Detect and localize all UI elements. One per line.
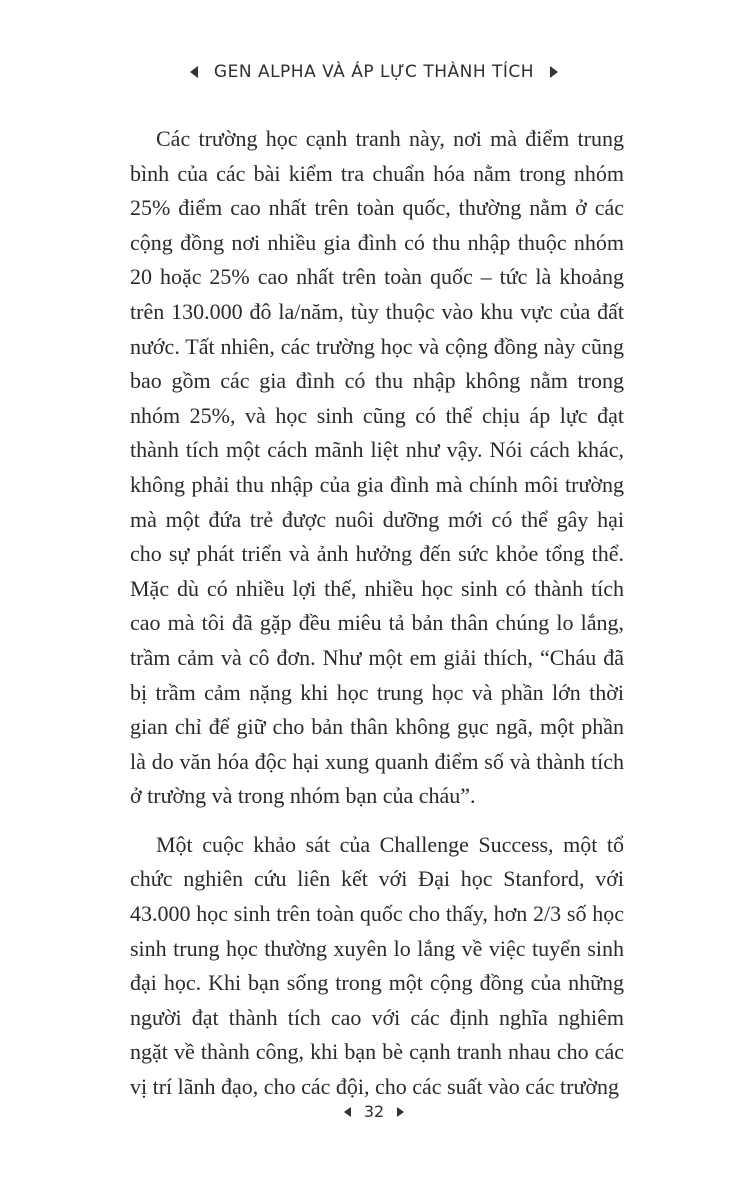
page-number: 32 <box>363 1102 385 1121</box>
page-body <box>130 122 624 1105</box>
triangle-right-icon <box>397 1107 404 1117</box>
chapter-title: GEN ALPHA VÀ ÁP LỰC THÀNH TÍCH <box>213 62 535 82</box>
running-header <box>0 62 748 82</box>
page-footer <box>0 1101 748 1121</box>
triangle-left-icon <box>344 1107 351 1117</box>
body-paragraph-1: Các trường học cạnh tranh này, nơi mà điểm trung bình của các bài kiểm tra chuẩn hóa nằm trong nhóm 25% điểm cao nhất trên toàn quốc, thường nằm ở các cộng đồng nơi nhiều gia đình có thu nhập thuộc nhóm 20 hoặc 25% cao nhất trên toàn quốc – tức là khoảng trên 130.000 đô la/năm, tùy thuộc vào khu vực của đất nước. Tất nhiên, các trường học và cộng đồng này cũng bao gồm các gia đình có thu nhập không nằm trong nhóm 25%, và học sinh cũng có thể chịu áp lực đạt thành tích một cách mãnh liệt như vậy. Nói cách khác, không phải thu nhập của gia đình mà chính môi trường mà một đứa trẻ được nuôi dưỡng mới có thể gây hại cho sự phát triển và ảnh hưởng đến sức khỏe tổng thể. Mặc dù có nhiều lợi thế, nhiều học sinh có thành tích cao mà tôi đã gặp đều miêu tả bản thân chúng lo lắng, trầm cảm và cô đơn. Như một em giải thích, “Cháu đã bị trầm cảm nặng khi học trung học và phần lớn thời gian chỉ để giữ cho bản thân không gục ngã, một phần là do văn hóa độc hại xung quanh điểm số và thành tích ở trường và trong nhóm bạn của cháu”. <box>130 126 624 809</box>
body-paragraph-2: Một cuộc khảo sát của Challenge Success, một tổ chức nghiên cứu liên kết với Đại học Stanford, với 43.000 học sinh trên toàn quốc cho thấy, hơn 2/3 số học sinh trung học thường xuyên lo lắng về việc tuyển sinh đại học. Khi bạn sống trong một cộng đồng của những người đạt thành tích cao với các định nghĩa nghiêm ngặt về thành công, khi bạn bè cạnh tranh nhau cho các vị trí lãnh đạo, cho các đội, cho các suất vào các trường <box>130 831 624 1100</box>
triangle-right-icon <box>550 66 558 78</box>
triangle-left-icon <box>190 66 198 78</box>
